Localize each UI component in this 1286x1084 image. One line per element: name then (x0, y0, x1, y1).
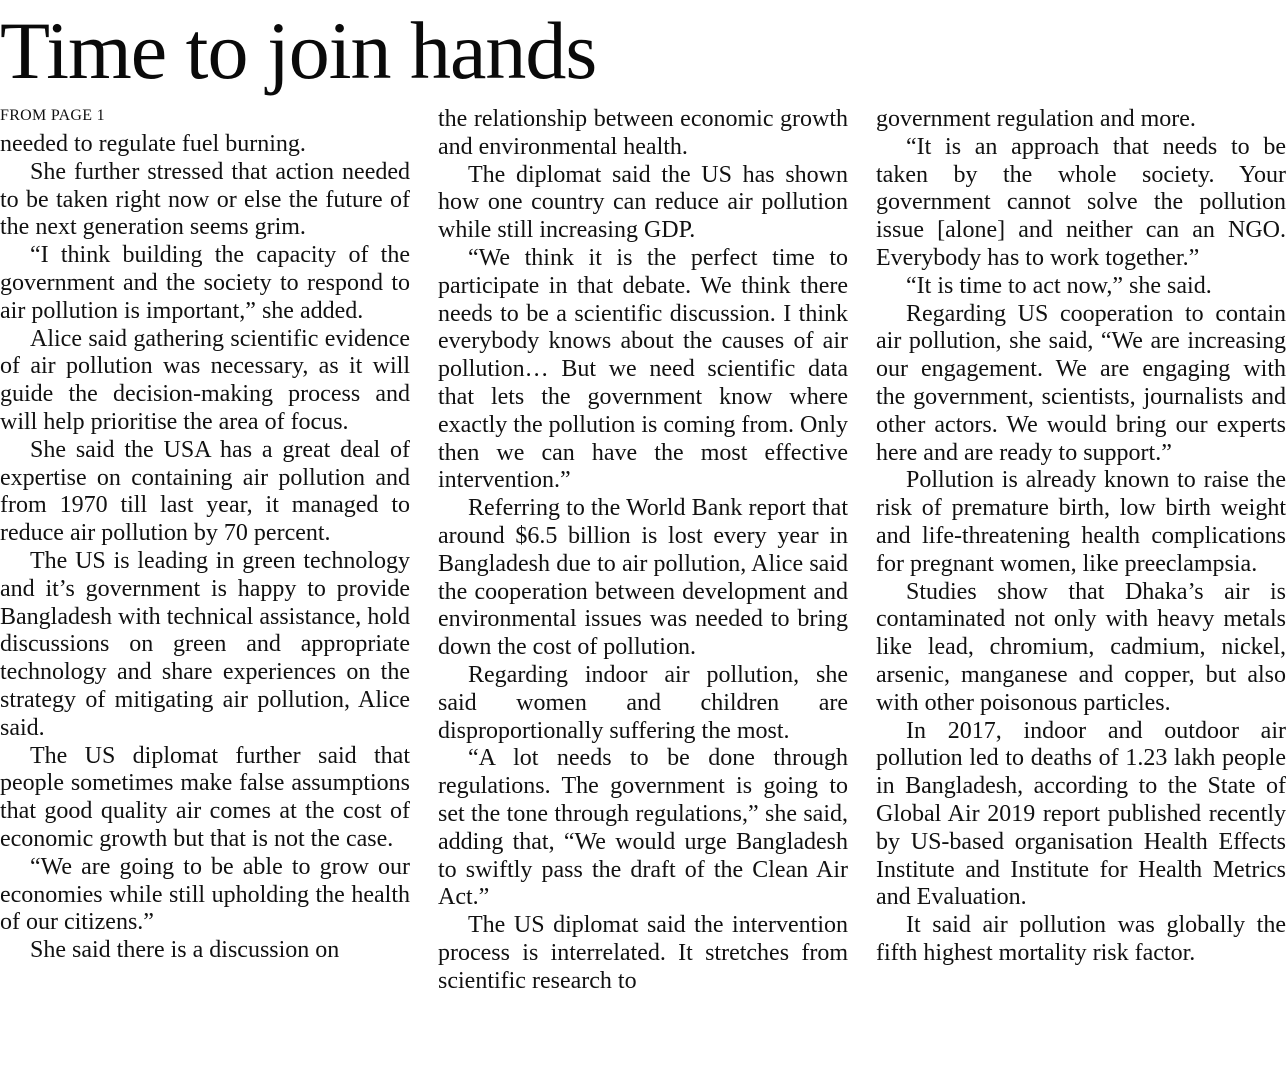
paragraph: The US diplomat further said that people sometimes make false assumptions that good quality air comes at the cost of economic growth but that is not the case. (0, 742, 410, 852)
paragraph: the relationship between economic growth and environmental health. (438, 106, 848, 160)
article-column-2 (438, 106, 848, 996)
article-column-3 (876, 106, 1286, 968)
paragraph: The diplomat said the US has shown how one country can reduce air pollution while still increasing GDP. (438, 161, 848, 244)
paragraph: The US is leading in green technology and it’s government is happy to provide Bangladesh with technical assistance, hold discussions on green and appropriate technology and share experiences on the strategy of mitigating air pollution, Alice said. (0, 547, 410, 741)
paragraph: “A lot needs to be done through regulations. The government is going to set the tone through regulations,” she said, adding that, “We would urge Bangladesh to swiftly pass the draft of the Clean Air Act.” (438, 745, 848, 911)
paragraph: The US diplomat said the intervention process is interrelated. It stretches from scientific research to (438, 912, 848, 994)
paragraph: Regarding indoor air pollution, she said women and children are disproportionally suffering the most. (438, 661, 848, 744)
paragraph: She said there is a discussion on (30, 937, 340, 964)
headline: Time to join hands (0, 5, 597, 96)
paragraph: “It is an approach that needs to be taken by the whole society. Your government cannot solve the pollution issue [alone] and neither can an NGO. Everybody has to work together.” (876, 133, 1286, 271)
paragraph: Studies show that Dhaka’s air is contaminated not only with heavy metals like lead, chromium, cadmium, nickel, arsenic, manganese and copper, but also with other poisonous particles. (876, 578, 1286, 716)
paragraph: government regulation and more. (876, 106, 1196, 132)
paragraph: Alice said gathering scientific evidence of air pollution was necessary, as it will guide the decision-making process and will help prioritise the area of focus. (0, 325, 410, 435)
paragraph: “We think it is the perfect time to participate in that debate. We think there needs to be a scientific discussion. I think everybody knows about the causes of air pollution… But we need scientific data that lets the government know where exactly the pollution is coming from. Only then we can have the most effective intervention.” (438, 244, 848, 494)
paragraph: Referring to the World Bank report that around $6.5 billion is lost every year in Bangladesh due to air pollution, Alice said the cooperation between development and environmental issues was needed to bring down the cost of pollution. (438, 495, 848, 661)
paragraph: “I think building the capacity of the government and the society to respond to air pollution is important,” she added. (0, 242, 410, 324)
paragraph: Pollution is already known to raise the risk of premature birth, low birth weight and life-threatening health complications for pregnant women, like preeclampsia. (876, 467, 1286, 577)
paragraph: “It is time to act now,” she said. (906, 272, 1212, 299)
paragraph: needed to regulate fuel burning. (0, 131, 306, 157)
article-column-1 (0, 106, 410, 965)
continuation-kicker: FROM PAGE 1 (0, 107, 105, 124)
paragraph: “We are going to be able to grow our economies while still upholding the health of our citizens.” (0, 853, 410, 936)
paragraph: It said air pollution was globally the fifth highest mortality risk factor. (876, 912, 1286, 966)
paragraph: Regarding US cooperation to contain air pollution, she said, “We are increasing our engagement. We are engaging with the government, scientists, journalists and other actors. We would bring our experts here and are ready to support.” (876, 300, 1286, 466)
paragraph: She said the USA has a great deal of expertise on containing air pollution and from 1970 till last year, it managed to reduce air pollution by 70 percent. (0, 436, 410, 547)
paragraph: She further stressed that action needed to be taken right now or else the future of the next generation seems grim. (0, 158, 410, 241)
paragraph: In 2017, indoor and outdoor air pollution led to deaths of 1.23 lakh people in Bangladesh, according to the State of Global Air 2019 report published recently by US-based organisation Health Effects Institute and Institute for Health Metrics and Evaluation. (876, 717, 1286, 911)
